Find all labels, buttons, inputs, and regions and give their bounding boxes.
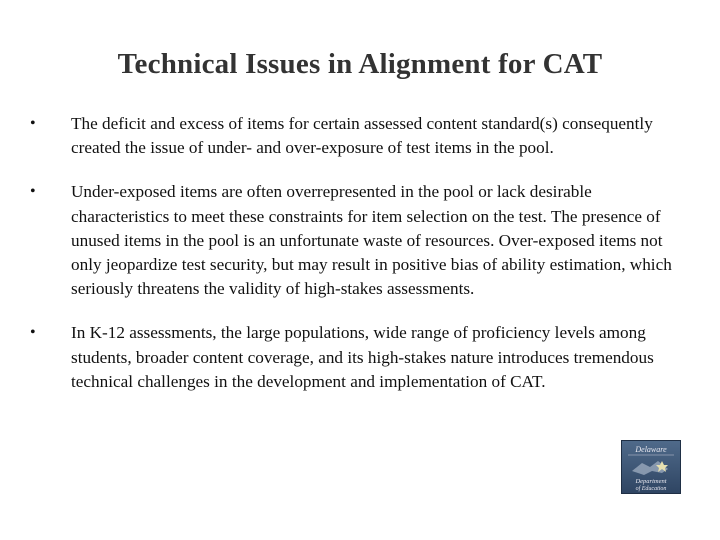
slide-title: Technical Issues in Alignment for CAT	[117, 48, 603, 80]
logo-line2: Department	[635, 478, 667, 485]
bullet-text: The deficit and excess of items for certain assessed content standard(s) consequently created the issue of under- and over-exposure of test items in the pool.	[71, 114, 653, 158]
logo-line1: Delaware	[635, 445, 667, 454]
delaware-doe-logo	[621, 440, 681, 494]
delaware-logo-icon	[622, 441, 680, 493]
bullet-text: In K-12 assessments, the large populations, wide range of proficiency levels among students, broader content coverage, and its high-stakes nature introduces tremendous technical challenges in the development and implementation of CAT.	[71, 323, 654, 391]
bullet-icon: •	[30, 324, 36, 342]
logo-line3: of Education	[635, 486, 667, 492]
bullet-item	[30, 321, 690, 394]
bullet-text: Under-exposed items are often overrepresented in the pool or lack desirable characteristics to meet these constraints for item selection on the test. The presence of unused items in the pool is an unfortunate waste of resources. Over-exposed items not only jeopardize test security, but may result in positive bias of ability estimation, which seriously threatens the validity of high-stakes assessments.	[71, 182, 672, 299]
bullet-item	[30, 180, 690, 301]
bullet-icon: •	[30, 183, 36, 201]
bullet-list	[30, 112, 690, 414]
bullet-item	[30, 112, 690, 160]
bullet-icon: •	[30, 115, 36, 132]
